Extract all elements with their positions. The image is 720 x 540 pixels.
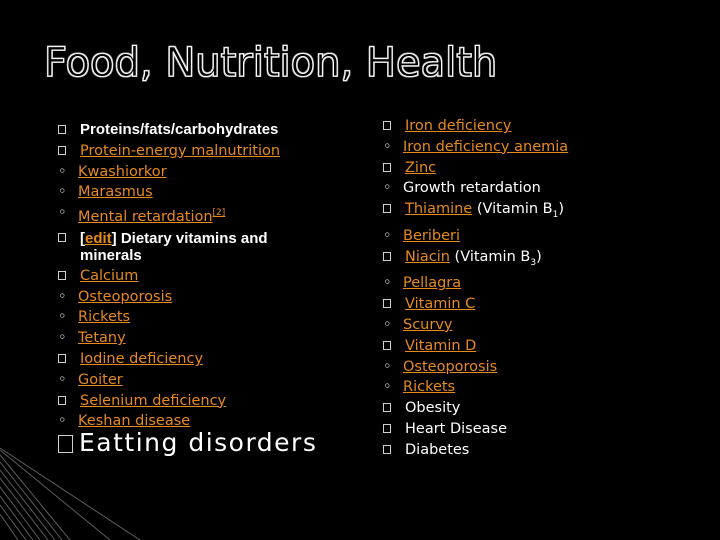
link[interactable]: Selenium deficiency [80, 392, 227, 409]
circle-bullet-icon: ◦ [383, 275, 392, 292]
link[interactable]: Osteoporosis [403, 358, 498, 375]
square-bullet-icon [383, 299, 391, 308]
link[interactable]: Beriberi [403, 227, 460, 244]
link[interactable]: Rickets [403, 379, 456, 396]
sub-list-item [383, 137, 703, 158]
sub-list-item [58, 287, 368, 308]
list-item [58, 141, 368, 162]
circle-bullet-icon: ◦ [383, 138, 392, 155]
square-bullet-icon [383, 252, 391, 261]
circle-bullet-icon: ◦ [383, 227, 392, 244]
slide-title: Food, Nutrition, Health [44, 40, 498, 86]
list-item [383, 294, 703, 315]
circle-bullet-icon: ◦ [58, 288, 67, 305]
list-item [383, 158, 703, 179]
link[interactable]: Keshan disease [78, 413, 191, 430]
circle-bullet-icon: ◦ [58, 330, 67, 347]
square-bullet-icon [383, 163, 391, 172]
square-bullet-icon [58, 354, 66, 363]
link[interactable]: Scurvy [403, 316, 453, 333]
link[interactable]: Zinc [405, 159, 437, 176]
link[interactable]: Iodine deficiency [80, 351, 204, 367]
link[interactable]: Iron deficiency anemia [403, 138, 569, 155]
list-item: Heart Disease [383, 419, 703, 440]
circle-bullet-icon: ◦ [383, 316, 392, 333]
square-bullet-icon [383, 204, 391, 213]
link[interactable]: Osteoporosis [78, 288, 173, 305]
sub-list-item [58, 307, 368, 328]
left-bullet-list [58, 120, 368, 432]
sub-list-item [383, 273, 703, 294]
right-bullet-list [383, 116, 703, 461]
square-bullet-icon [383, 445, 391, 454]
square-bullet-icon [58, 146, 66, 155]
circle-bullet-icon: ◦ [58, 184, 67, 201]
reference-link[interactable]: [2] [212, 208, 226, 219]
link[interactable]: Calcium [80, 267, 139, 284]
square-bullet-icon [58, 271, 66, 280]
list-item: Niacin (Vitamin $B_3$) [383, 247, 703, 274]
list-item: Diabetes [383, 440, 703, 461]
link[interactable]: Goiter [78, 371, 123, 388]
circle-bullet-icon: ◦ [58, 309, 67, 326]
sub-list-item [383, 377, 703, 398]
circle-bullet-icon: ◦ [58, 205, 67, 222]
list-item [383, 336, 703, 357]
list-item [58, 391, 368, 412]
sub-list-item [58, 370, 368, 391]
square-bullet-icon [383, 121, 391, 130]
circle-bullet-icon: ◦ [58, 163, 67, 180]
sub-list-item [58, 182, 368, 203]
circle-bullet-icon: ◦ [383, 180, 392, 197]
square-bullet-icon [383, 424, 391, 433]
square-bullet-icon [58, 125, 66, 134]
sub-list-item [383, 315, 703, 336]
link[interactable]: Mental retardation [78, 209, 213, 226]
link[interactable]: Vitamin C [405, 296, 476, 313]
square-bullet-icon [58, 396, 66, 405]
link[interactable]: Tetany [78, 330, 126, 347]
list-item: [edit] Dietary vitamins and minerals [58, 228, 368, 266]
circle-bullet-icon: ◦ [383, 379, 392, 396]
circle-bullet-icon: ◦ [58, 413, 67, 430]
sub-list-item [58, 328, 368, 349]
square-bullet-icon [383, 341, 391, 350]
list-item: Proteins/fats/carbohydrates [58, 120, 368, 141]
link[interactable]: Protein-energy malnutrition [80, 142, 281, 159]
link[interactable]: Vitamin D [405, 337, 477, 354]
list-item: Obesity [383, 398, 703, 419]
square-bullet-icon [58, 435, 73, 453]
sub-list-item [58, 162, 368, 183]
circle-bullet-icon: ◦ [383, 358, 392, 375]
edit-link[interactable]: edit [85, 229, 112, 247]
sub-list-item [383, 226, 703, 247]
link[interactable]: Kwashiorkor [78, 163, 167, 180]
link[interactable]: Rickets [78, 309, 131, 326]
sub-list-item [58, 203, 368, 228]
list-item: Thiamine (Vitamin $B_1$) [383, 199, 703, 226]
list-item [383, 116, 703, 137]
list-item [58, 349, 368, 370]
eating-disorders-heading: Eatting disorders [58, 427, 317, 459]
link[interactable]: Marasmus [78, 184, 153, 201]
sub-list-item: ◦ Growth retardation [383, 178, 703, 199]
link[interactable]: Pellagra [403, 275, 462, 292]
link[interactable]: Thiamine [405, 201, 473, 218]
link[interactable]: Iron deficiency [405, 118, 512, 134]
sub-list-item [383, 357, 703, 378]
square-bullet-icon [383, 403, 391, 412]
list-item [58, 266, 368, 287]
link[interactable]: Niacin [405, 248, 450, 265]
circle-bullet-icon: ◦ [58, 371, 67, 388]
square-bullet-icon [58, 233, 66, 242]
